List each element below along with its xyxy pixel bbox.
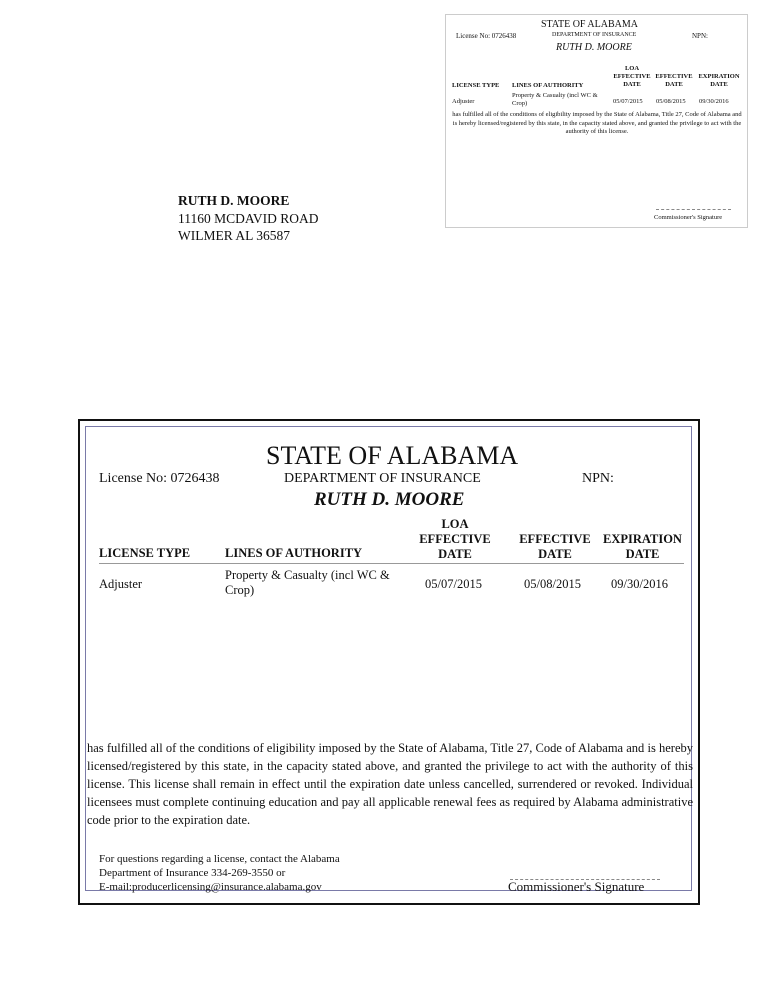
col-lines-of-authority: LINES OF AUTHORITY xyxy=(512,82,584,89)
statement: has fulfilled all of the conditions of eligibility imposed by the State of Alabama, Title 27, Code of Alabama and is hereby licensed/registered by this state, in the capacity stated above, and granted the privilege to act with the authority of this license. xyxy=(452,111,742,135)
hdr-line: DATE xyxy=(710,81,728,88)
row-lines-of-authority: Property & Casualty (incl WC & Crop) xyxy=(512,92,598,107)
small-license-card xyxy=(445,14,748,228)
npn: NPN: xyxy=(582,471,614,486)
address-name: RUTH D. MOORE xyxy=(178,193,290,208)
row-license-type: Adjuster xyxy=(452,98,475,105)
row-expiration: 09/30/2016 xyxy=(611,577,668,591)
col-expiration xyxy=(694,73,744,89)
row-expiration: 09/30/2016 xyxy=(699,98,729,105)
hdr-line: DATE xyxy=(538,547,572,561)
department: DEPARTMENT OF INSURANCE xyxy=(552,32,637,38)
license-number: License No: 0726438 xyxy=(456,32,517,40)
hdr-line: EFFECTIVE xyxy=(613,73,651,80)
hdr-line: EXPIRATION xyxy=(603,532,682,546)
contact-line: Department of Insurance 334-269-3550 or xyxy=(99,867,286,879)
contact-info xyxy=(99,852,340,894)
signature-image xyxy=(656,195,731,210)
hdr-line: EXPIRATION xyxy=(698,73,740,80)
row-effective: 05/08/2015 xyxy=(656,98,686,105)
state-title: STATE OF ALABAMA xyxy=(266,441,519,470)
state-title: STATE OF ALABAMA xyxy=(541,19,638,30)
address-city: WILMER AL 36587 xyxy=(178,228,290,243)
hdr-line: EFFECTIVE xyxy=(519,532,591,546)
row-lines-of-authority: Property & Casualty (incl WC & Crop) xyxy=(225,568,390,597)
col-expiration xyxy=(595,532,690,562)
signature-label: Commissioner's Signature xyxy=(654,214,723,221)
row-effective: 05/08/2015 xyxy=(524,577,581,591)
contact-line: E-mail:producerlicensing@insurance.alabama.gov xyxy=(99,881,322,893)
hdr-line: DATE xyxy=(625,547,660,561)
signature-image xyxy=(510,839,660,880)
department: DEPARTMENT OF INSURANCE xyxy=(284,471,481,486)
col-effective xyxy=(654,73,694,89)
npn: NPN: xyxy=(692,32,708,40)
licensee-name: RUTH D. MOORE xyxy=(556,42,632,53)
licensee-name: RUTH D. MOORE xyxy=(314,489,465,510)
col-lines-of-authority: LINES OF AUTHORITY xyxy=(225,546,363,560)
address-street: 11160 MCDAVID ROAD xyxy=(178,210,319,226)
col-loa-effective xyxy=(610,65,654,89)
row-loa-effective: 05/07/2015 xyxy=(425,577,482,591)
col-effective xyxy=(510,532,600,562)
col-license-type: LICENSE TYPE xyxy=(99,546,191,560)
signature-label: Commissioner's Signature xyxy=(508,879,645,894)
license-card xyxy=(78,419,700,905)
hdr-line: LOA xyxy=(441,517,469,531)
hdr-line: DATE xyxy=(623,81,641,88)
row-license-type: Adjuster xyxy=(99,577,143,591)
mailing-address xyxy=(178,192,319,245)
contact-line: For questions regarding a license, contact the Alabama xyxy=(99,853,340,865)
hdr-line: LOA xyxy=(624,65,640,72)
hdr-line: DATE xyxy=(665,81,683,88)
col-license-type: LICENSE TYPE xyxy=(452,82,500,89)
hdr-line: EFFECTIVE xyxy=(655,73,693,80)
license-number: License No: 0726438 xyxy=(99,471,220,486)
row-loa-effective: 05/07/2015 xyxy=(613,98,643,105)
hdr-line: DATE xyxy=(438,547,472,561)
col-loa-effective xyxy=(410,517,500,562)
statement: has fulfilled all of the conditions of eligibility imposed by the State of Alabama, Title 27, Code of Alabama and is hereby licensed/registered by this state, in the capacity stated above, and granted the privilege to act with the authority of this license. This license shall remain in effect until the expiration date unless cancelled, surrendered or revoked. Individual licensees must complete continuing education and pay all applicable renewal fees as required by Alabama administrative code prior to the expiration date. xyxy=(87,741,693,827)
hdr-line: EFFECTIVE xyxy=(419,532,491,546)
header-rule xyxy=(99,563,684,564)
